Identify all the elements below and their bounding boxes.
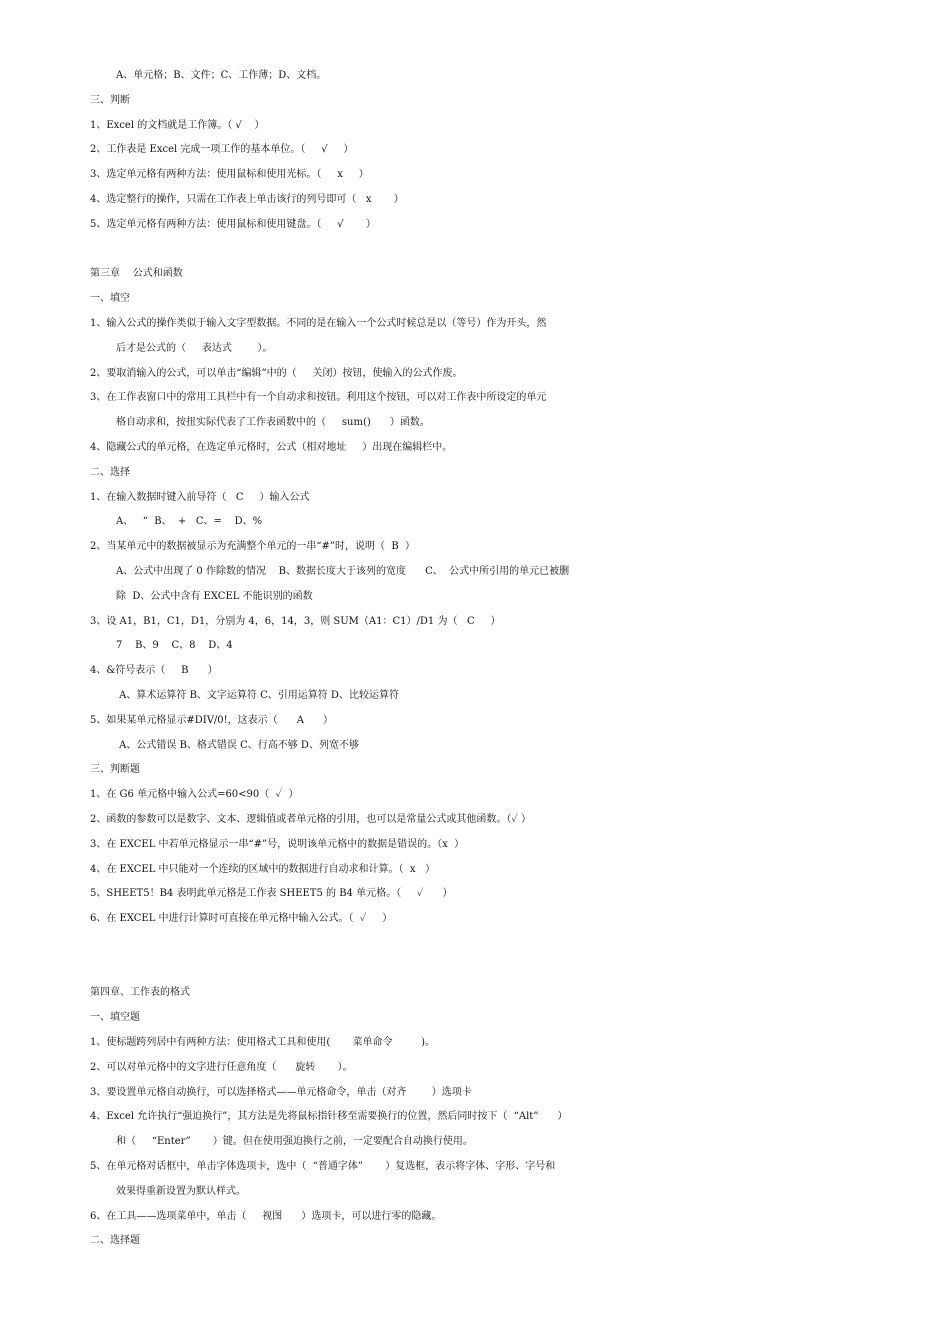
- option-line: A、公式中出现了 0 作除数的情况 B、数据长度大于该列的宽度 C、 公式中所引用的单元已被删: [116, 565, 570, 577]
- question-line: 2、可以对单元格中的文字进行任意角度（ 旋转 ）。: [90, 1061, 353, 1073]
- question-line: 1、在 G6 单元格中输入公式=60<90（ ✓ ）: [90, 789, 299, 801]
- question-line: 4、&符号表示（ B ）: [90, 665, 218, 677]
- question-line: 4、隐藏公式的单元格，在选定单元格时，公式（相对地址 ）出现在编辑栏中。: [90, 441, 453, 453]
- chapter-title: 第三章 公式和函数: [90, 268, 183, 280]
- chapter-title: 第四章、工作表的格式: [90, 987, 190, 999]
- question-line: 3、选定单元格有两种方法：使用鼠标和使用光标。（ x ）: [90, 169, 369, 181]
- option-line: A、算术运算符 B、文字运算符 C、引用运算符 D、比较运算符: [116, 689, 399, 701]
- question-line: 1、Excel 的文档就是工作簿。（ √ ）: [90, 119, 265, 131]
- question-line: 2、当某单元中的数据被显示为充满整个单元的一串“#”时，说明（ B ）: [90, 541, 416, 553]
- question-line: 1、在输入数据时键入前导符（ C ）输入公式: [90, 491, 310, 503]
- section-heading: 一、填空: [90, 293, 130, 305]
- question-line: 5、SHEET5！B4 表明此单元格是工作表 SHEET5 的 B4 单元格。（ ✓ ）: [90, 888, 453, 900]
- question-line: 6、在 EXCEL 中进行计算时可直接在单元格中输入公式。（ ✓ ）: [90, 913, 393, 925]
- question-line: 2、要取消输入的公式，可以单击“编辑”中的（ 关闭）按钮，使输入的公式作废。: [90, 367, 463, 379]
- section-heading: 一、填空题: [90, 1012, 140, 1024]
- question-line: 5、如果某单元格显示#DIV/0!，这表示（ A ）: [90, 714, 334, 726]
- question-line: 1、使标题跨列居中有两种方法：使用格式工具和使用( 菜单命令 )。: [90, 1037, 436, 1049]
- spacer: [0, 238, 950, 263]
- section-heading: 三、判断题: [90, 764, 140, 776]
- question-line: 4、在 EXCEL 中只能对一个连续的区域中的数据进行自动求和计算。（ x ）: [90, 863, 436, 875]
- question-continuation: 格自动求和，按扭实际代表了工作表函数中的（ sum() ）函数。: [116, 417, 430, 429]
- question-line: 5、选定单元格有两种方法：使用鼠标和使用键盘。（ √ ）: [90, 218, 376, 230]
- option-line: 7 B、9 C、8 D、4: [116, 640, 233, 652]
- question-line: 3、在工作表窗口中的常用工具栏中有一个自动求和按钮。利用这个按钮，可以对工作表中所设定的单元: [90, 392, 547, 404]
- section-heading: 二、选择: [90, 466, 130, 478]
- question-line: 3、在 EXCEL 中若单元格显示一串“#”号，说明该单元格中的数据是错误的。（x ）: [90, 838, 465, 850]
- question-line: 2、工作表是 Excel 完成一项工作的基本单位。（ √ ）: [90, 144, 354, 156]
- document-page: [0, 64, 950, 1254]
- question-continuation: 后才是公式的（ 表达式 ）。: [116, 342, 273, 354]
- section-heading: 二、选择题: [90, 1235, 140, 1247]
- option-line: A、 “ B、 + C、= D、%: [116, 516, 263, 528]
- question-continuation: 和（ “Enter” ）键。但在使用强迫换行之前，一定要配合自动换行使用。: [116, 1136, 473, 1148]
- spacer: [0, 932, 950, 982]
- question-line: 2、函数的参数可以是数字、文本、逻辑值或者单元格的引用，也可以是常量公式或其他函数。（✓ ）: [90, 813, 531, 825]
- question-line: 3、设 A1，B1，C1，D1，分别为 4，6，14，3，则 SUM（A1：C1）/D1 为（ C ）: [90, 615, 501, 627]
- question-line: 4、选定整行的操作，只需在工作表上单击该行的列号即可（ x ）: [90, 193, 404, 205]
- question-line: 1、输入公式的操作类似于输入文字型数据。不同的是在输入一个公式时候总是以（等号）作为开头，然: [90, 317, 547, 329]
- option-line: A、公式错误 B、格式错误 C、行高不够 D、列宽不够: [116, 739, 359, 751]
- section-heading: 三、判断: [90, 94, 130, 106]
- question-line: 5、在单元格对话框中，单击字体选项卡，选中（ “普通字体” ）复选框，表示将字体、字形、字号和: [90, 1161, 556, 1173]
- question-line: 4、Excel 允许执行“强迫换行”，其方法是先将鼠标指针移至需要换行的位置，然后同时按下（ “Alt” ）: [90, 1111, 568, 1123]
- question-line: 3、要设置单元格自动换行，可以选择格式——单元格命令，单击（对齐 ）选项卡: [90, 1086, 472, 1098]
- question-line: 6、在工具——选项菜单中，单击（ 视图 ）选项卡，可以进行零的隐藏。: [90, 1210, 442, 1222]
- question-continuation: 效果得重新设置为默认样式。: [116, 1185, 246, 1197]
- option-line: A、单元格；B、文件；C、工作薄；D、文档。: [116, 70, 327, 81]
- option-line: 除 D、公式中含有 EXCEL 不能识别的函数: [116, 590, 313, 602]
